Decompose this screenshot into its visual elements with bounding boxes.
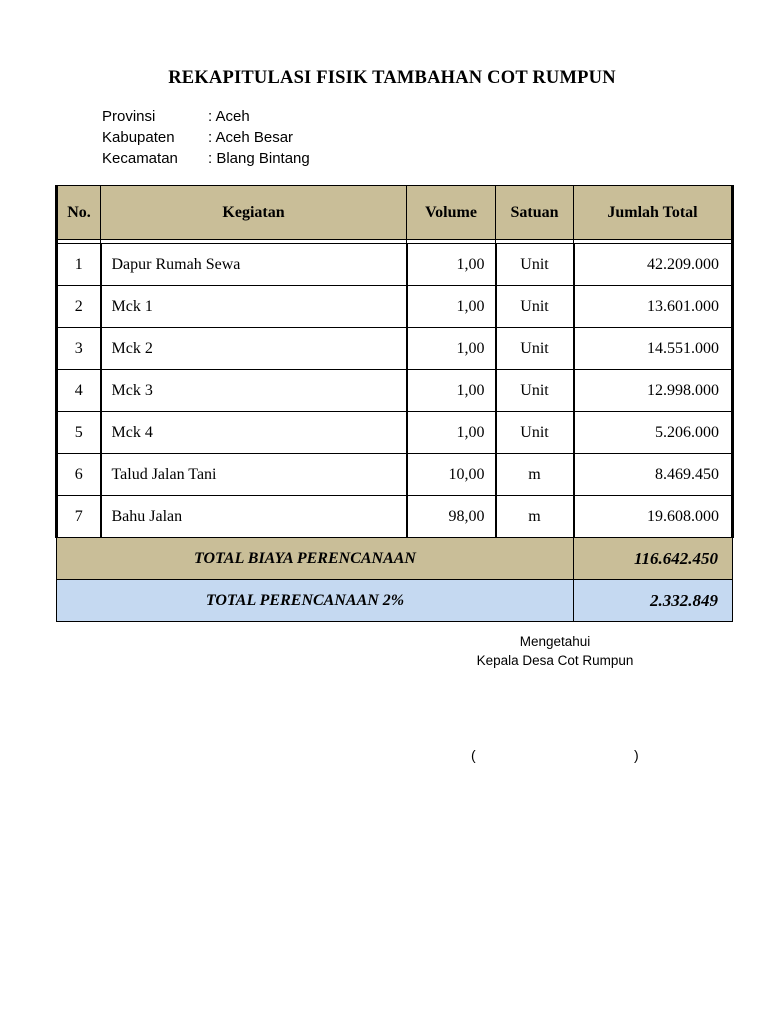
cell-satuan: Unit (496, 412, 574, 454)
cell-volume: 1,00 (407, 370, 496, 412)
info-value: : Aceh (208, 108, 250, 125)
signature-heading: Mengetahui (519, 634, 591, 649)
info-label: Provinsi (102, 108, 156, 125)
table-row (57, 328, 733, 370)
cell-kegiatan: Bahu Jalan (101, 496, 407, 538)
column-header-kegiatan: Kegiatan (101, 186, 407, 240)
signature-close-paren: ) (634, 747, 639, 763)
cell-satuan: Unit (496, 244, 574, 286)
column-header-volume: Volume (407, 186, 496, 240)
cell-kegiatan: Mck 1 (101, 286, 407, 328)
cell-jumlah: 12.998.000 (574, 370, 733, 412)
column-header-jumlah: Jumlah Total (574, 186, 733, 240)
cell-satuan: Unit (496, 286, 574, 328)
info-label: Kecamatan (102, 150, 178, 167)
table-row (57, 496, 733, 538)
cell-volume: 1,00 (407, 244, 496, 286)
cell-no: 7 (57, 496, 101, 538)
recap-table (55, 185, 734, 622)
cell-jumlah: 14.551.000 (574, 328, 733, 370)
cell-volume: 98,00 (407, 496, 496, 538)
cell-no: 1 (57, 244, 101, 286)
document-title: REKAPITULASI FISIK TAMBAHAN COT RUMPUN (168, 68, 616, 88)
cell-no: 5 (57, 412, 101, 454)
signature-open-paren: ( (471, 747, 476, 763)
total-biaya-value: 116.642.450 (574, 538, 733, 580)
cell-kegiatan: Talud Jalan Tani (101, 454, 407, 496)
cell-no: 4 (57, 370, 101, 412)
column-header-satuan: Satuan (496, 186, 574, 240)
cell-kegiatan: Mck 4 (101, 412, 407, 454)
cell-volume: 1,00 (407, 328, 496, 370)
info-value: : Aceh Besar (208, 129, 294, 146)
total-2pct-row (57, 580, 733, 622)
cell-jumlah: 8.469.450 (574, 454, 733, 496)
cell-satuan: m (496, 454, 574, 496)
signature-title: Kepala Desa Cot Rumpun (476, 653, 634, 668)
cell-kegiatan: Dapur Rumah Sewa (101, 244, 407, 286)
cell-jumlah: 19.608.000 (574, 496, 733, 538)
table-row (57, 370, 733, 412)
cell-volume: 1,00 (407, 412, 496, 454)
table-row (57, 286, 733, 328)
total-2pct-value: 2.332.849 (574, 580, 733, 622)
cell-satuan: Unit (496, 370, 574, 412)
column-header-no: No. (57, 186, 101, 240)
cell-kegiatan: Mck 2 (101, 328, 407, 370)
cell-volume: 1,00 (407, 286, 496, 328)
table-row (57, 412, 733, 454)
cell-jumlah: 5.206.000 (574, 412, 733, 454)
total-2pct-label: TOTAL PERENCANAAN 2% (57, 580, 574, 622)
cell-no: 3 (57, 328, 101, 370)
table-row (57, 244, 733, 286)
cell-no: 6 (57, 454, 101, 496)
cell-satuan: Unit (496, 328, 574, 370)
cell-no: 2 (57, 286, 101, 328)
table-header-row (57, 186, 733, 240)
total-biaya-row (57, 538, 733, 580)
cell-jumlah: 42.209.000 (574, 244, 733, 286)
cell-jumlah: 13.601.000 (574, 286, 733, 328)
info-value: : Blang Bintang (208, 150, 310, 167)
table-row (57, 454, 733, 496)
cell-volume: 10,00 (407, 454, 496, 496)
info-label: Kabupaten (102, 129, 175, 146)
cell-kegiatan: Mck 3 (101, 370, 407, 412)
cell-satuan: m (496, 496, 574, 538)
total-biaya-label: TOTAL BIAYA PERENCANAAN (57, 538, 574, 580)
